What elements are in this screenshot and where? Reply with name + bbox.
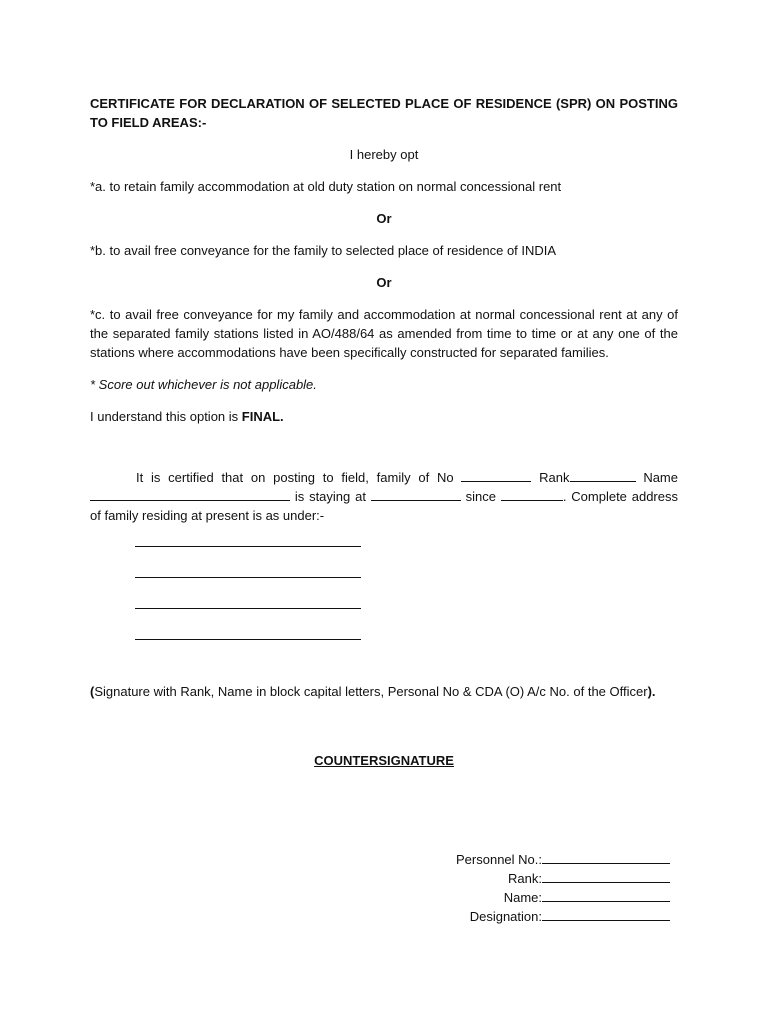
rank-blank[interactable] <box>570 469 636 482</box>
certification-paragraph <box>90 468 678 525</box>
address-line-4[interactable] <box>135 639 361 640</box>
personnel-no-row <box>390 850 670 869</box>
document-body <box>90 94 678 770</box>
option-b: *b. to avail free conveyance for the family to selected place of residence of INDIA <box>90 243 557 258</box>
rank-row <box>390 869 670 888</box>
address-line-3[interactable] <box>135 608 361 609</box>
or-separator-2: Or <box>376 275 392 290</box>
option-a: *a. to retain family accommodation at old duty station on normal concessional rent <box>90 179 562 194</box>
cert-rank-label: Rank <box>539 470 570 485</box>
cert-part1: It is certified that on posting to field, family of No <box>136 470 454 485</box>
cert-staying-label: is staying at <box>294 489 366 504</box>
intro-text: I hereby opt <box>349 147 419 162</box>
since-blank[interactable] <box>501 488 563 501</box>
cert-name-label: Name <box>643 470 678 485</box>
sig-close: ). <box>647 684 656 699</box>
signature-instruction <box>90 682 678 701</box>
personnel-no-blank[interactable] <box>542 850 670 864</box>
staying-at-blank[interactable] <box>371 488 461 501</box>
document-title: CERTIFICATE FOR DECLARATION OF SELECTED PLACE OF RESIDENCE (SPR) ON POSTING TO FIELD AREAS:- <box>90 96 678 130</box>
name-row <box>390 888 670 907</box>
cert-part2: . Complete address of family residing at present is as under:- <box>90 489 678 523</box>
countersign-name-blank[interactable] <box>542 888 670 902</box>
rank-label: Rank: <box>508 871 542 886</box>
name-label: Name: <box>503 890 542 905</box>
or-separator-1: Or <box>376 211 392 226</box>
designation-row <box>390 907 670 926</box>
countersignature-fields <box>390 850 670 926</box>
sig-text: Signature with Rank, Name in block capital letters, Personal No & CDA (O) A/c No. of the Officer <box>94 684 648 699</box>
personnel-no-label: Personnel No.: <box>456 852 542 867</box>
designation-label: Designation: <box>469 909 542 924</box>
sig-open: ( <box>90 684 95 699</box>
option-c: *c. to avail free conveyance for my family and accommodation at normal concessional rent at any of the separated family stations listed in AO/488/64 as amended from time to time or at any one of the stations where accommodations have been specifically constructed for separated families. <box>90 307 678 360</box>
no-blank[interactable] <box>461 469 531 482</box>
score-out-note: * Score out whichever is not applicable. <box>90 377 317 392</box>
name-blank[interactable] <box>90 488 290 501</box>
address-line-2[interactable] <box>135 577 361 578</box>
final-statement <box>90 407 678 426</box>
address-line-1[interactable] <box>135 546 361 547</box>
countersignature-heading: COUNTERSIGNATURE <box>314 753 454 768</box>
countersign-rank-blank[interactable] <box>542 869 670 883</box>
final-word: FINAL. <box>241 409 284 424</box>
cert-since-label: since <box>465 489 496 504</box>
designation-blank[interactable] <box>542 907 670 921</box>
final-prefix: I understand this option is <box>90 409 242 424</box>
